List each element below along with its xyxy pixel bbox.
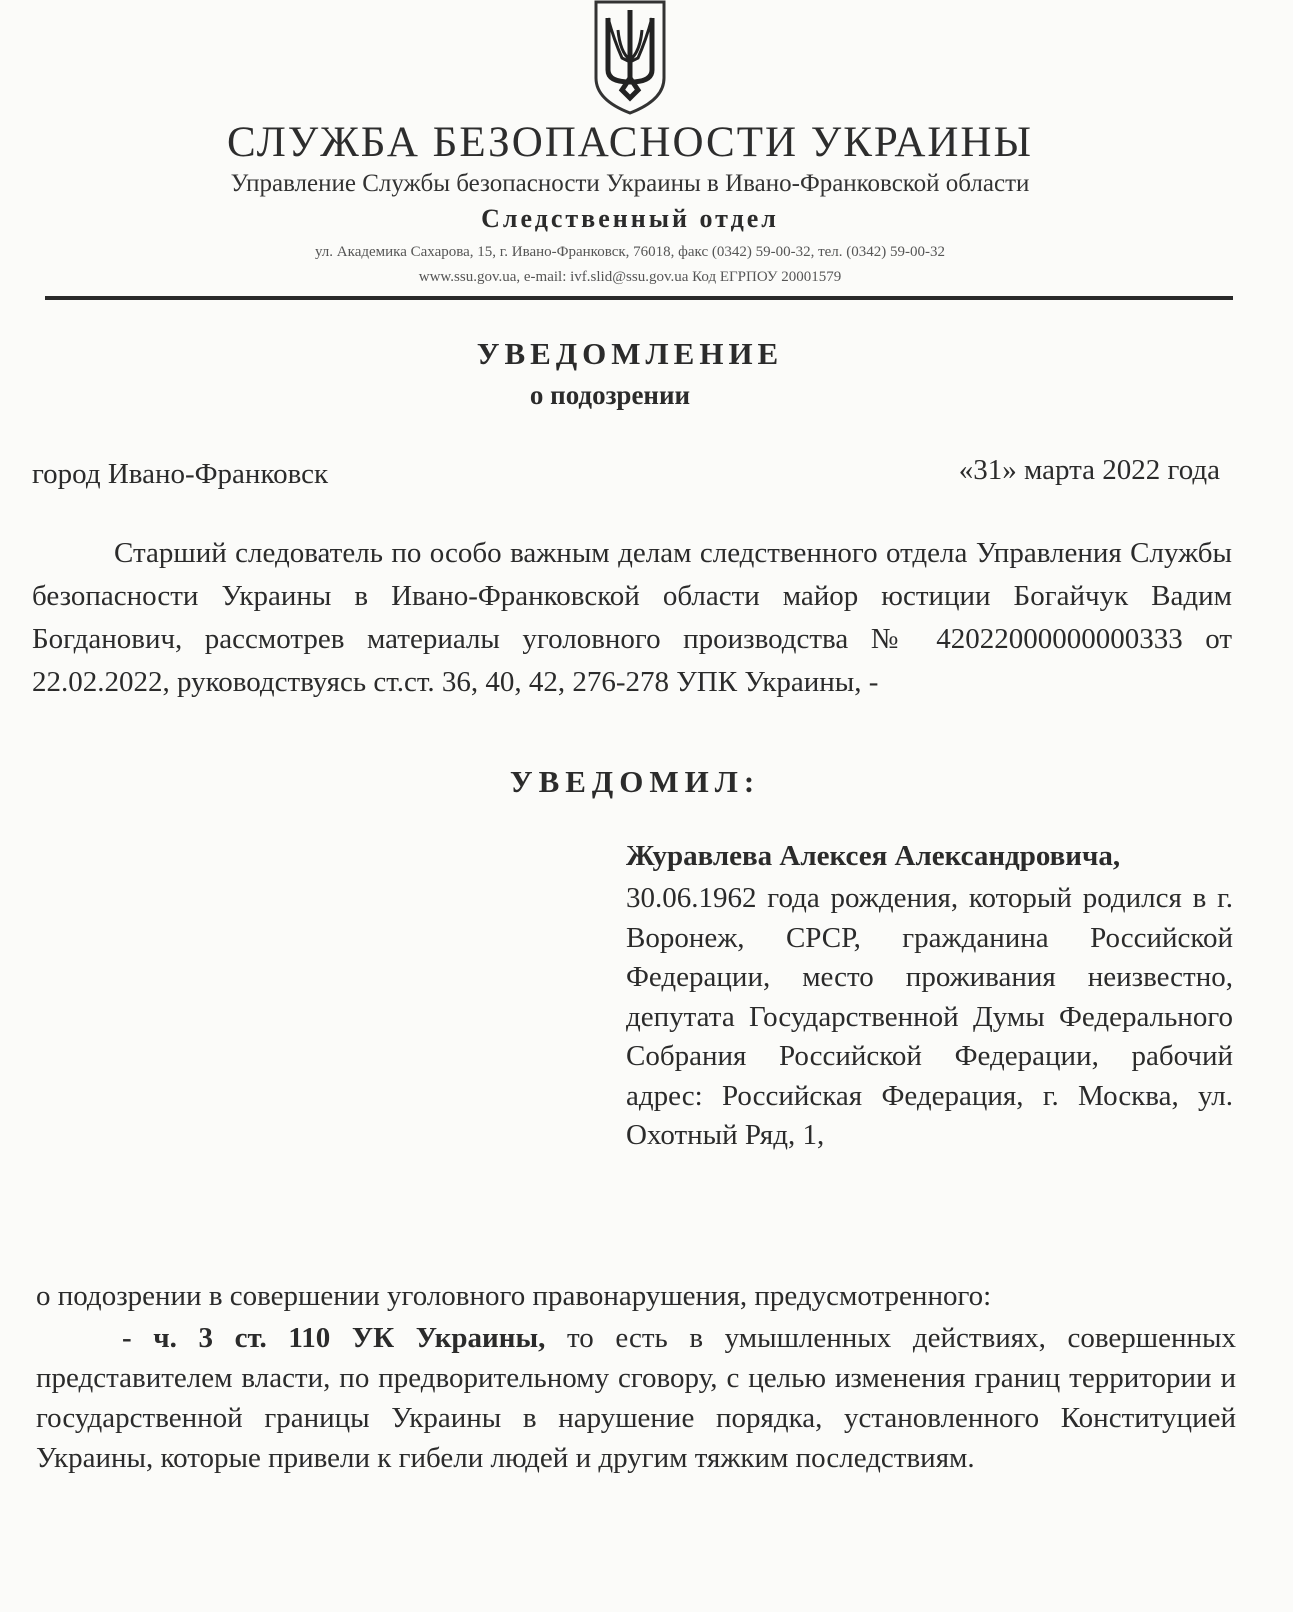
charge-description: то есть в умышленных действиях, совершенных представителем власти, по предворительному сговору, с целью изменения границ территории и государственной границы Украины в нарушение порядка, установленного Конституцией Украины, которые привели к гибели людей и другим тяжким последствиям. bbox=[36, 1322, 1236, 1474]
org-subtitle: Управление Службы безопасности Украины в Ивано-Франковской области bbox=[230, 170, 1030, 197]
contacts-web: www.ssu.gov.ua, e-mail: ivf.slid@ssu.gov.ua Код ЕГРПОУ 20001579 bbox=[418, 269, 842, 285]
header-divider bbox=[45, 296, 1233, 300]
suspicion-intro: о подозрении в совершении уголовного правонарушения, предусмотренного: bbox=[36, 1280, 992, 1312]
contacts-address: ул. Академика Сахарова, 15, г. Ивано-Франковск, 76018, факс (0342) 59-00-32, тел. (0342) 59-00-32 bbox=[314, 244, 946, 260]
org-title: СЛУЖБА БЕЗОПАСНОСТИ УКРАИНЫ bbox=[227, 119, 1033, 166]
cut-off-text bbox=[215, 1582, 1155, 1612]
body-paragraph: Старший следователь по особо важным делам следственного отдела Управления Службы безопасности Украины в Ивано-Франковской области майор юстиции Богайчук Вадим Богданович, рассмотрев материалы уголовного производства № 42022000000000333 от 22.02.2022, руководствуясь ст.ст. 36, 40, 42, 276-278 УПК Украины, - bbox=[32, 537, 1232, 698]
department-name: Следственный отдел bbox=[481, 204, 779, 233]
city-label: город Ивано-Франковск bbox=[32, 458, 329, 490]
document-subtitle: о подозрении bbox=[529, 380, 691, 410]
notified-heading: УВЕДОМИЛ: bbox=[509, 764, 761, 799]
document-title: УВЕДОМЛЕНИЕ bbox=[476, 336, 784, 371]
suspect-details: 30.06.1962 года рождения, который родился в г. Воронеж, СРСР, гражданина Российской Федерации, место проживания неизвестно, депутата Государственной Думы Федерального Собрания Российской Федерации, рабочий адрес: Российская Федерация, г. Москва, ул. Охотный Ряд, 1, bbox=[626, 882, 1233, 1151]
contacts-block bbox=[0, 240, 1260, 290]
trident-icon bbox=[590, 0, 670, 115]
suspect-name: Журавлева Алексея Александровича, bbox=[626, 840, 1121, 872]
charge-article: - ч. 3 ст. 110 УК Украины, bbox=[122, 1322, 546, 1354]
document-date: «31» марта 2022 года bbox=[958, 454, 1220, 486]
charge-paragraph bbox=[36, 1318, 1236, 1478]
